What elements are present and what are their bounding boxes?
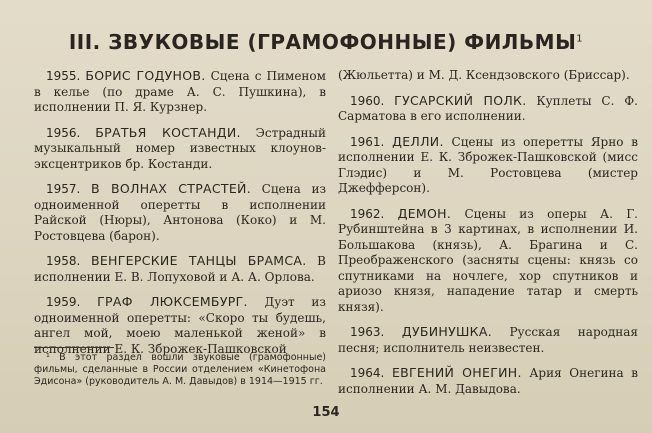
entry-number: 1959. [46, 295, 81, 309]
entry-title: ДЕМОН. [397, 205, 452, 221]
film-entry [34, 181, 326, 244]
entry-number: 1958. [46, 254, 81, 268]
entry-title: ЕВГЕНИЙ ОНЕГИН. [391, 365, 522, 380]
entry-description: В исполнении Е. В. Лопуховой и А. А. Орлова. [34, 254, 326, 284]
entry-description: Куплеты С. Ф. Сарматова в его исполнении. [338, 93, 638, 123]
entry-number: 1964. [350, 366, 385, 380]
footnote-divider [34, 347, 114, 348]
film-entry [34, 68, 326, 116]
entry-number: 1961. [350, 134, 385, 149]
entry-description: Ария Онегина в исполнении А. М. Давыдова. [338, 366, 638, 396]
entry-title: БОРИС ГОДУНОВ. [85, 68, 206, 83]
entry-number: 1963. [350, 325, 385, 339]
entry-title: В ВОЛНАХ СТРАСТЕЙ. [91, 181, 251, 196]
film-entry [34, 125, 326, 173]
entry-description: Эстрадный музыкальный номер известных клоунов-эксцентриков бр. Костанди. [34, 125, 326, 171]
entry-number: 1955. [46, 69, 81, 83]
section-title-text: III. ЗВУКОВЫЕ (ГРАМОФОННЫЕ) ФИЛЬМЫ [68, 30, 577, 54]
entry-title: ДУБИНУШКА. [401, 324, 492, 339]
entry-description: Русская народная песня; исполнитель неизвестен. [338, 325, 638, 355]
page-number: 154 [312, 405, 340, 420]
entry-continuation: (Жюльетта) и М. Д. Ксендзовского (Брисcар). [338, 68, 630, 82]
entry-description: Сцена из одноименной оперетты в исполнении Райской (Нюры), Антонова (Коко) и М. Ростовцева (барон). [34, 182, 326, 243]
entry-title: БРАТЬЯ КОСТАНДИ. [95, 124, 241, 140]
entry-number: 1956. [46, 125, 81, 140]
entry-number: 1960. [350, 93, 385, 108]
entry-number: 1957. [46, 182, 81, 196]
entry-title: ГРАФ ЛЮКСЕМБУРГ. [97, 294, 248, 309]
entry-number: 1962. [350, 206, 385, 221]
film-entry [338, 324, 638, 356]
entry-description: Дуэт из одноименной оперетты: «Скоро ты будешь, ангел мой, моею маленькой женой» в исполнении Е. К. Зброжек-Пашковской [34, 295, 326, 356]
film-entry [338, 134, 638, 197]
section-title [0, 30, 652, 54]
entry-title: ГУСАРСКИЙ ПОЛК. [394, 92, 527, 108]
film-entry [338, 365, 638, 397]
entry-description: Сцена с Пименом в келье (по драме А. С. Пушкина), в исполнении П. Я. Курзнер. [34, 69, 326, 114]
footnote-marker: 1 [576, 33, 584, 45]
entry-title: ВЕНГЕРСКИЕ ТАНЦЫ БРАМСА. [90, 253, 307, 268]
film-entry [34, 253, 326, 285]
left-column [34, 68, 326, 366]
right-column [338, 68, 638, 406]
entry-title: ДЕЛЛИ. [392, 133, 444, 149]
film-entry [338, 206, 638, 316]
entry-description: Сцены из оперы А. Г. Рубинштейна в 3 картинах, в исполнении И. Большакова (князь), А. Брагина и С. Преображенского (засняты сцены: князь со спутниками на ночлеге, хор спутников и ариозо князя, нападение татар и смерть князя). [338, 206, 638, 314]
film-entry [338, 93, 638, 125]
footnote: ¹ В этот раздел вошли звуковые (грамофонные) фильмы, сделанные в России отделением «Кинетофона Эдисона» (руководитель А. М. Давыдов) в 1914—1915 гг. [34, 352, 326, 387]
entry-description: Сцены из оперетты Ярно в исполнении Е. К. Зброжек-Пашковской (мисс Глэдис) и М. Ростовцева (мистер Джефферсон). [338, 134, 638, 195]
